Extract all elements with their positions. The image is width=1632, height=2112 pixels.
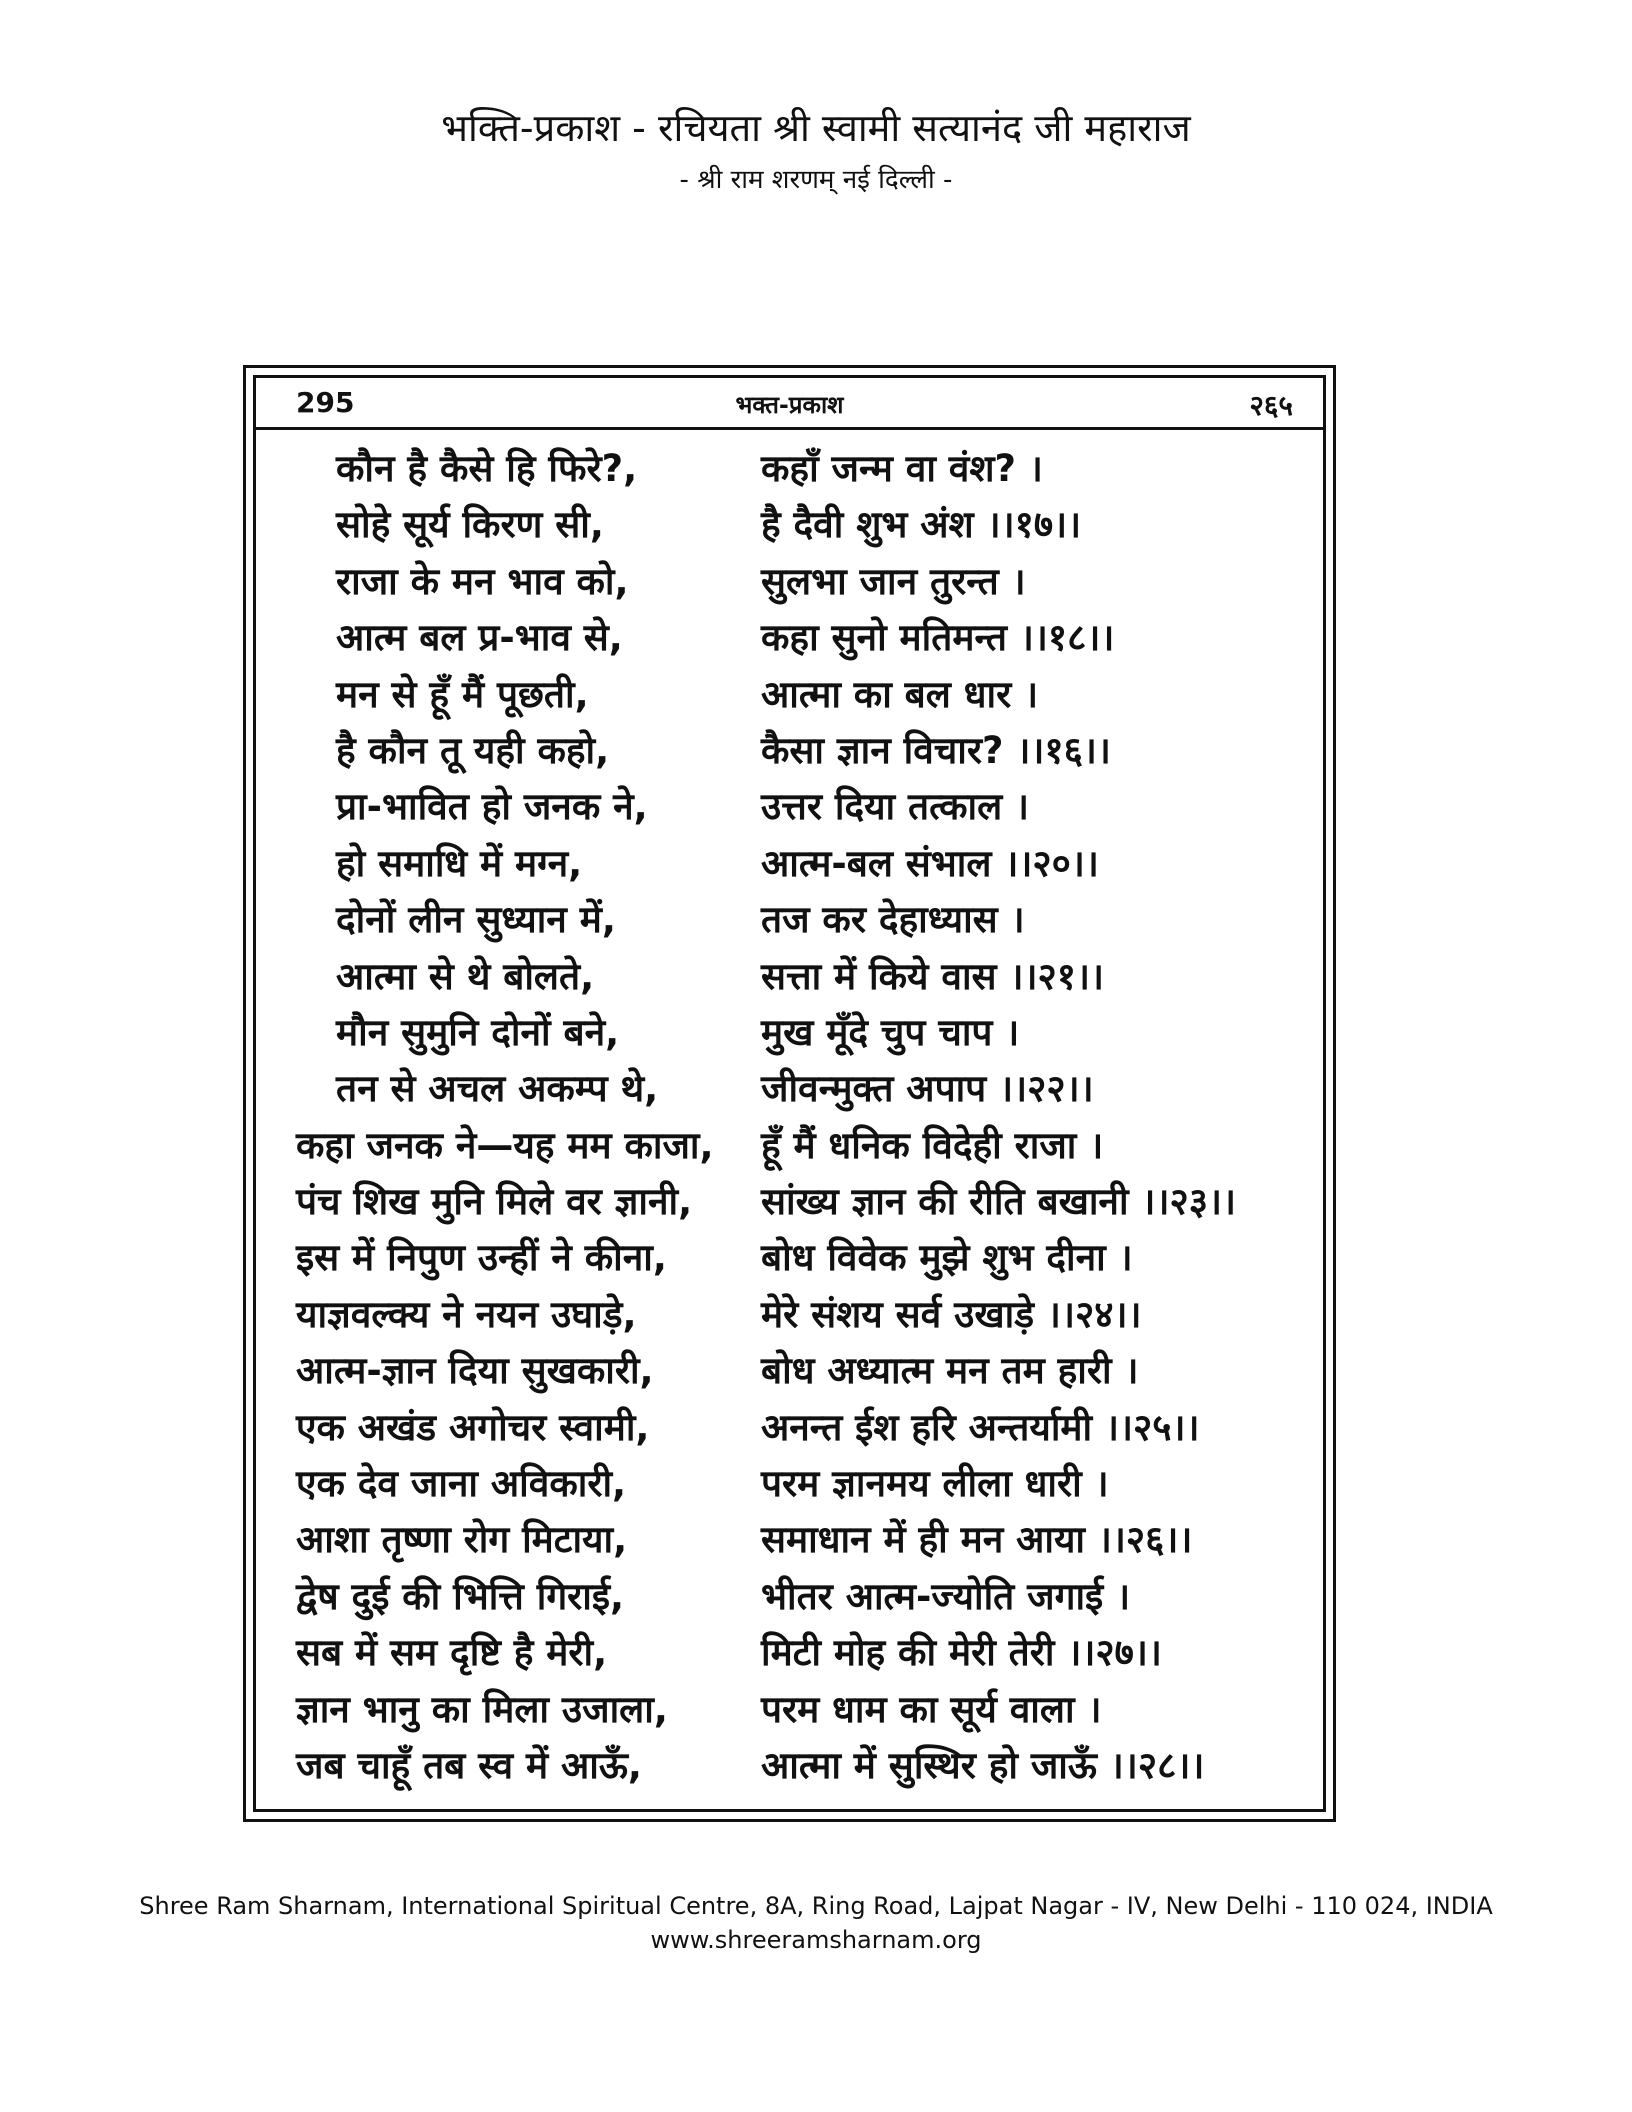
verse-second-half: सुलभा जान तुरन्त । — [761, 559, 1026, 603]
verse-first-half: दोनों लीन सुध्यान में, — [336, 898, 616, 942]
verse-first-half: ज्ञान भानु का मिला उजाला, — [296, 1687, 668, 1731]
verse-first-half: प्रा-भावित हो जनक ने, — [336, 785, 648, 829]
verse-second-half: परम ज्ञानमय लीला धारी । — [761, 1462, 1109, 1506]
verse-line — [296, 497, 1296, 553]
page-number-arabic: 295 — [296, 386, 355, 419]
verse-line — [296, 1343, 1296, 1399]
verse-second-half: आत्मा में सुस्थिर हो जाऊँ ।।२८।। — [761, 1743, 1205, 1787]
verse-line — [296, 1061, 1296, 1117]
verse-second-half: हूँ मैं धनिक विदेही राजा । — [761, 1123, 1104, 1167]
verse-first-half: हो समाधि में मग्न, — [336, 841, 583, 885]
verse-second-half: तज कर देहाध्यास । — [761, 898, 1025, 942]
verse-line — [296, 836, 1296, 892]
verse-first-half: पंच शिख मुनि मिले वर ज्ञानी, — [296, 1180, 693, 1224]
verse-line — [296, 779, 1296, 835]
verse-first-half: एक देव जाना अविकारी, — [296, 1462, 627, 1506]
verse-line — [296, 949, 1296, 1005]
verse-second-half: कहाँ जन्म वा वंश? । — [761, 447, 1043, 490]
verse-first-half: राजा के मन भाव को, — [336, 559, 629, 603]
verse-first-half: द्वेष दुई की भित्ति गिराई, — [296, 1574, 625, 1618]
verse-second-half: सत्ता में किये वास ।।२१।। — [761, 954, 1105, 998]
verse-line — [296, 1287, 1296, 1343]
verse-list — [296, 441, 1296, 1794]
verse-line — [296, 1230, 1296, 1286]
verse-first-half: कहा जनक ने—यह मम काजा, — [296, 1123, 714, 1167]
verse-first-half: कौन है कैसे हि फिरे?, — [336, 447, 638, 490]
verse-second-half: आत्म-बल संभाल ।।२०।। — [761, 841, 1099, 885]
verse-first-half: आत्म बल प्र-भाव से, — [336, 616, 623, 660]
footer-website[interactable]: www.shreeramsharnam.org — [650, 1926, 982, 1954]
verse-line — [296, 1625, 1296, 1681]
verse-line — [296, 1456, 1296, 1512]
verse-first-half: एक अखंड अगोचर स्वामी, — [296, 1405, 650, 1449]
verse-second-half: मिटी मोह की मेरी तेरी ।।२७।। — [761, 1631, 1162, 1675]
verse-line — [296, 1512, 1296, 1568]
verse-first-half: जब चाहूँ तब स्व में आऊँ, — [296, 1743, 642, 1787]
verse-second-half: मुख मूँदे चुप चाप । — [761, 1010, 1020, 1054]
verse-line — [296, 1174, 1296, 1230]
verse-line — [296, 441, 1296, 497]
verse-line — [296, 1400, 1296, 1456]
verse-line — [296, 1682, 1296, 1738]
verse-first-half: सोहे सूर्य किरण सी, — [336, 503, 604, 547]
document-subtitle: - श्री राम शरणम् नई दिल्ली - — [679, 165, 953, 195]
verse-second-half: आत्मा का बल धार । — [761, 672, 1039, 716]
verse-line — [296, 1569, 1296, 1625]
verse-line — [296, 1118, 1296, 1174]
verse-second-half: परम धाम का सूर्य वाला । — [761, 1687, 1102, 1731]
verse-first-half: मन से हूँ मैं पूछती, — [336, 672, 589, 716]
document-title: भक्ति-प्रकाश - रचियता श्री स्वामी सत्यानंद जी महाराज — [441, 106, 1191, 150]
verse-line — [296, 1738, 1296, 1794]
verse-second-half: मेरे संशय सर्व उखाड़े ।।२४।। — [761, 1292, 1142, 1336]
verse-second-half: समाधान में ही मन आया ।।२६।। — [761, 1518, 1193, 1562]
verse-first-half: सब में सम दृष्टि है मेरी, — [296, 1631, 608, 1675]
verse-second-half: बोध विवेक मुझे शुभ दीना । — [761, 1236, 1133, 1280]
verse-line — [296, 667, 1296, 723]
verse-line — [296, 723, 1296, 779]
verse-line — [296, 554, 1296, 610]
verse-second-half: अनन्त ईश हरि अन्तर्यामी ।।२५।। — [761, 1405, 1200, 1449]
verse-second-half: जीवन्मुक्त अपाप ।।२२।। — [761, 1067, 1094, 1111]
verse-first-half: आशा तृष्णा रोग मिटाया, — [296, 1518, 628, 1562]
verse-second-half: सांख्य ज्ञान की रीति बखानी ।।२३।। — [761, 1180, 1236, 1224]
page-number-devanagari: २६५ — [1249, 389, 1293, 422]
verse-second-half: कैसा ज्ञान विचार? ।।१६।। — [761, 728, 1111, 772]
verse-first-half: तन से अचल अकम्प थे, — [336, 1067, 659, 1111]
verse-second-half: बोध अध्यात्म मन तम हारी । — [761, 1349, 1139, 1393]
verse-second-half: उत्तर दिया तत्काल । — [761, 785, 1030, 829]
verse-first-half: आत्मा से थे बोलते, — [336, 954, 595, 998]
book-title: भक्त-प्रकाश — [735, 391, 844, 419]
verse-second-half: कहा सुनो मतिमन्त ।।१८।। — [761, 616, 1115, 660]
verse-first-half: इस में निपुण उन्हीं ने कीना, — [296, 1236, 667, 1280]
verse-first-half: आत्म-ज्ञान दिया सुखकारी, — [296, 1349, 654, 1393]
verse-line — [296, 1005, 1296, 1061]
verse-first-half: मौन सुमुनि दोनों बने, — [336, 1010, 620, 1054]
verse-line — [296, 892, 1296, 948]
verse-line — [296, 610, 1296, 666]
verse-second-half: है दैवी शुभ अंश ।।१७।। — [761, 503, 1082, 547]
verse-second-half: भीतर आत्म-ज्योति जगाई । — [761, 1574, 1131, 1618]
running-header — [256, 378, 1323, 430]
verse-first-half: है कौन तू यही कहो, — [336, 728, 610, 772]
verse-first-half: याज्ञवल्क्य ने नयन उघाड़े, — [296, 1292, 637, 1336]
footer-address: Shree Ram Sharnam, International Spiritual Centre, 8A, Ring Road, Lajpat Nagar - IV, New Delhi - 110 024, INDIA — [139, 1892, 1493, 1920]
